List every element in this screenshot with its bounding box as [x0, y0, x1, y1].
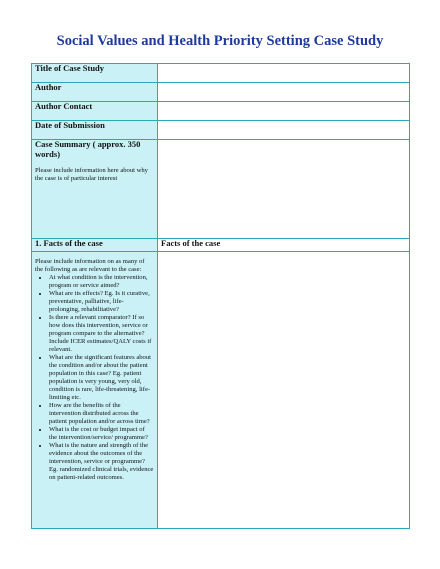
facts-question: • What are the significant features about the condition and/or about the patient population in this case? Eg. patient population is very young, very old, condition is rare, life-threatening, life-limiting etc. [49, 354, 154, 402]
facts-guidance [32, 252, 158, 529]
facts-intro: Please include information on as many of the following as are relevant to the case: [35, 258, 145, 273]
date-of-submission-field[interactable] [158, 121, 410, 140]
facts-header [158, 239, 410, 252]
case-study-form [31, 63, 410, 529]
facts-question: • What is the nature and strength of the evidence about the outcomes of the intervention, service or programme? Eg. randomized clinical trials, evidence on patient-related outcomes. [49, 442, 154, 482]
author-contact-label [32, 102, 158, 121]
facts-field[interactable] [158, 252, 410, 529]
date-of-submission-text: Date of Submission [35, 120, 105, 130]
facts-header-text: Facts of the case [161, 238, 221, 248]
author-contact-field[interactable] [158, 102, 410, 121]
author-text: Author [35, 82, 62, 92]
facts-question-list [35, 274, 154, 482]
facts-label-text: 1. Facts of the case [35, 238, 103, 248]
document-title: Social Values and Health Priority Setting Case Study [56, 33, 384, 49]
author-field[interactable] [158, 83, 410, 102]
title-of-case-study-label [32, 64, 158, 83]
title-of-case-study-text: Title of Case Study [35, 63, 105, 73]
author-label [32, 83, 158, 102]
facts-question: • Is there a relevant comparator? If so how does this intervention, service or program compare to the alternative? Include ICER estimates/QALY costs if relevant. [49, 314, 154, 354]
facts-label [32, 239, 158, 252]
title-of-case-study-field[interactable] [158, 64, 410, 83]
facts-question: • What is the cost or budget impact of the intervention/service/ programme? [49, 426, 154, 442]
case-summary-field[interactable] [158, 140, 410, 239]
facts-question: • What are its effects? Eg. Is it curative, preventative, palliative, life-prolonging, rehabilitative? [49, 290, 154, 314]
case-summary-text: Case Summary ( approx. 350 words) [35, 139, 141, 159]
case-summary-hint: Please include information here about why the case is of particular interest [35, 167, 148, 183]
case-summary-label [32, 140, 158, 239]
facts-question: • At what condition is the intervention, program or service aimed? [49, 274, 154, 290]
date-of-submission-label [32, 121, 158, 140]
facts-question: • How are the benefits of the intervention distributed across the patient population and/or across time? [49, 402, 154, 426]
author-contact-text: Author Contact [35, 101, 93, 111]
